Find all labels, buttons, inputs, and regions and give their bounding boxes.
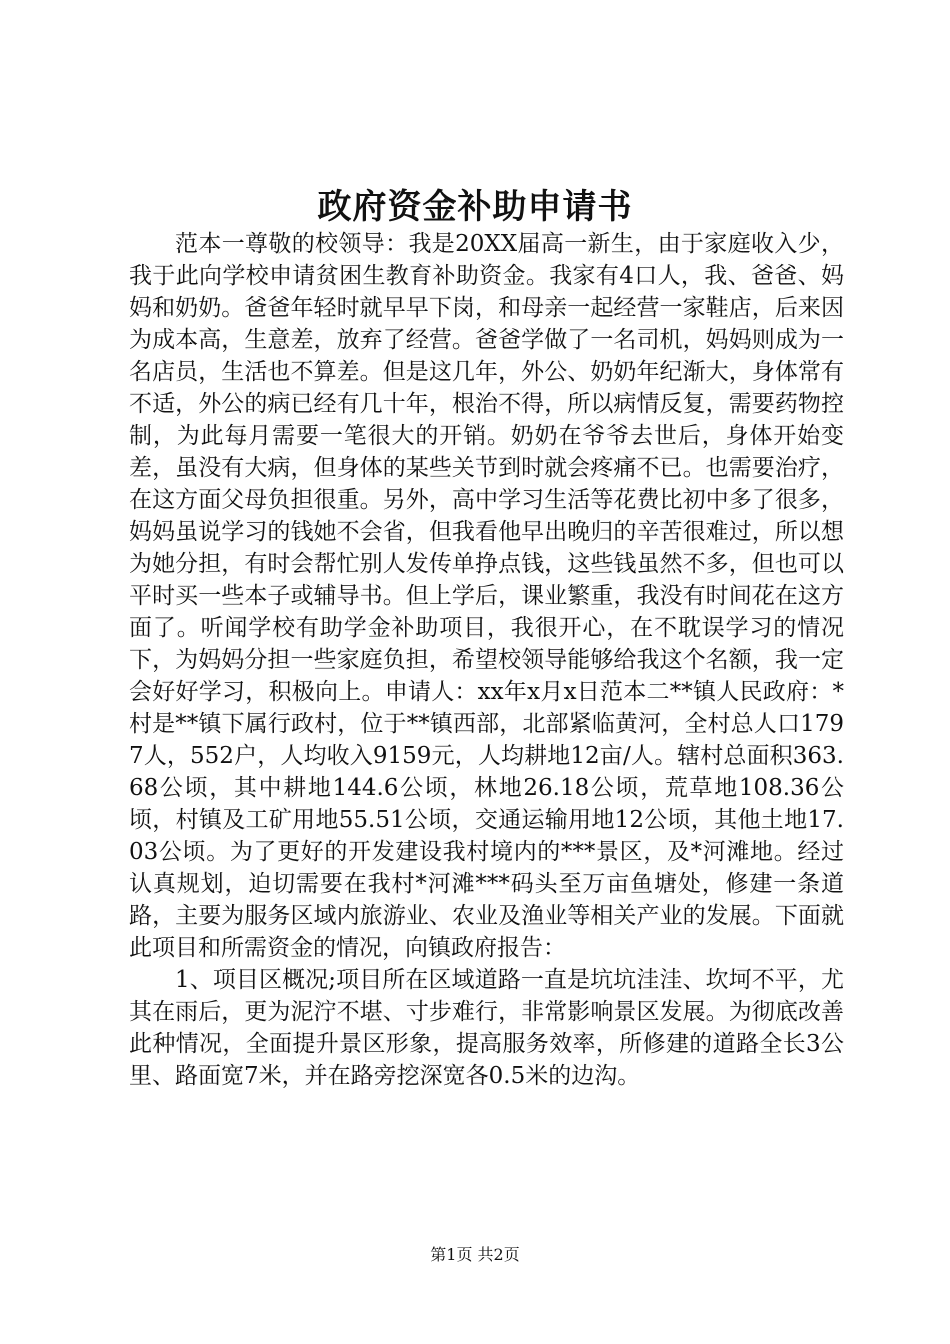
document-title: 政府资金补助申请书 bbox=[317, 187, 633, 227]
document-body bbox=[129, 228, 844, 1092]
body-paragraph-1: 范本一尊敬的校领导：我是20XX届高一新生，由于家庭收入少，我于此向学校申请贫困生教育补助资金。我家有4口人，我、爸爸、妈妈和奶奶。爸爸年轻时就早早下岗，和母亲一起经营一家鞋店，后来因为成本高，生意差，放弃了经营。爸爸学做了一名司机，妈妈则成为一名店员，生活也不算差。但是这几年，外公、奶奶年纪渐大，身体常有不适，外公的病已经有几十年，根治不得，所以病情反复，需要药物控制，为此每月需要一笔很大的开销。奶奶在爷爷去世后，身体开始变差，虽没有大病，但身体的某些关节到时就会疼痛不已。也需要治疗，在这方面父母负担很重。另外，高中学习生活等花费比初中多了很多，妈妈虽说学习的钱她不会省，但我看他早出晚归的辛苦很难过，所以想为她分担，有时会帮忙别人发传单挣点钱，这些钱虽然不多，但也可以平时买一些本子或辅导书。但上学后，课业繁重，我没有时间花在这方面了。听闻学校有助学金补助项目，我很开心，在不耽误学习的情况下，为妈妈分担一些家庭负担，希望校领导能够给我这个名额，我一定会好好学习，积极向上。申请人：xx年x月x日范本二**镇人民政府：*村是**镇下属行政村，位于**镇西部，北部紧临黄河，全村总人口1797人，552户，人均收入9159元，人均耕地12亩/人。辖村总面积363.68公顷，其中耕地144.6公顷，林地26.18公顷，荒草地108.36公顷，村镇及工矿用地55.51公顷，交通运输用地12公顷，其他土地17.03公顷。为了更好的开发建设我村境内的***景区，及*河滩地。经过认真规划，迫切需要在我村*河滩***码头至万亩鱼塘处，修建一条道路，主要为服务区域内旅游业、农业及渔业等相关产业的发展。下面就此项目和所需资金的情况，向镇政府报告： bbox=[129, 231, 844, 961]
page-footer: 第1页 共2页 bbox=[430, 1245, 520, 1264]
body-paragraph-2: 1、项目区概况;项目所在区域道路一直是坑坑洼洼、坎坷不平，尤其在雨后，更为泥泞不堪、寸步难行，非常影响景区发展。为彻底改善此种情况，全面提升景区形象，提高服务效率，所修建的道路全长3公里、路面宽7米，并在路旁挖深宽各0.5米的边沟。 bbox=[129, 967, 844, 1089]
